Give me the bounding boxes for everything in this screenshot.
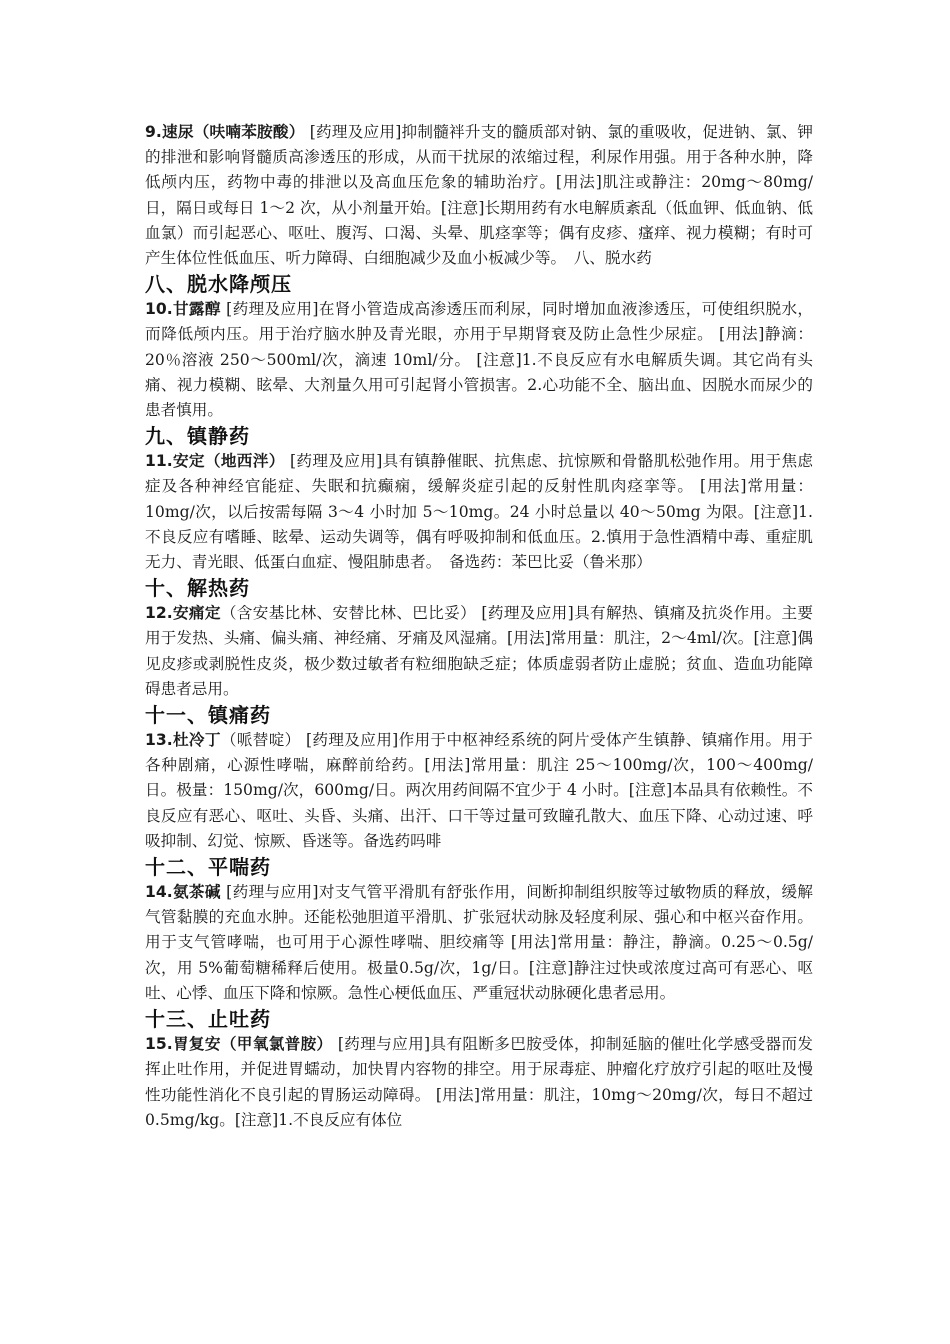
section-heading-sedatives: 九、镇静药 xyxy=(145,424,250,449)
drug-name: 9.速尿 xyxy=(145,123,194,141)
drug-entry-diazepam xyxy=(145,449,813,575)
drug-description: [药理与应用]对支气管平滑肌有舒张作用，间断抑制组织胺等过敏物质的释放，缓解气管黏膜的充血水肿。还能松弛胆道平滑肌、扩张冠状动脉及轻度利尿、强心和中枢兴奋作用。用于支气管哮喘，也可用于心源性哮喘、胆绞痛等 [用法]常用量：静注，静滴。0.25～0.5g/次，用 5%葡萄糖稀释后使用。极量0.5g/次，1g/日。[注意]静注过快或浓度过高可有恶心、呕吐、心悸、血压下降和惊厥。急性心梗低血压、严重冠状动脉硬化患者忌用。 xyxy=(145,883,813,1002)
section-heading-dehydration: 八、脱水降颅压 xyxy=(145,272,292,297)
drug-description: [药理及应用]具有镇静催眠、抗焦虑、抗惊厥和骨骼肌松弛作用。用于焦虑症及各种神经官能症、失眠和抗癫痫，缓解炎症引起的反射性肌肉痉挛等。 [用法]常用量：10mg/次，以后按需每隔 3～4 小时加 5～10mg。24 小时总量以 40～50mg 为限。[注意]1.不良反应有嗜睡、眩晕、运动失调等，偶有呼吸抑制和低血压。2.慎用于急性酒精中毒、重症肌无力、青光眼、低蛋白血症、慢阻肺患者。 备选药：苯巴比妥（鲁米那） xyxy=(145,452,813,572)
drug-description: [药理及应用]在肾小管造成高渗透压而利尿，同时增加血液渗透压，可使组织脱水，而降低颅内压。用于治疗脑水肿及青光眼，亦用于早期肾衰及防止急性少尿症。 [用法]静滴：20％溶液 250～500ml/次，滴速 10ml/分。 [注意]1.不良反应有水电解质失调。其它尚有头痛、视力模糊、眩晕、大剂量久用可引起肾小管损害。2.心功能不全、脑出血、因脱水而尿少的患者慎用。 xyxy=(145,300,813,420)
drug-entry-aminophylline xyxy=(145,880,813,1006)
drug-description: [药理及应用]作用于中枢神经系统的阿片受体产生镇静、镇痛作用。用于各种剧痛，心源性哮喘，麻醉前给药。[用法]常用量：肌注 25～100mg/次，100～400mg/日。极量：150mg/次，600mg/日。两次用药间隔不宜少于 4 小时。[注意]本品具有依赖性。不良反应有恶心、呕吐、头昏、头痛、出汗、口干等过量可致瞳孔散大、血压下降、心动过速、呼吸抑制、幻觉、惊厥、昏迷等。备选药吗啡 xyxy=(145,731,813,850)
drug-entry-antondine xyxy=(145,601,813,702)
drug-alias: （呋喃苯胺酸） xyxy=(193,123,305,141)
drug-name: 13.杜冷丁 xyxy=(145,731,221,750)
section-heading-antiemetics: 十三、止吐药 xyxy=(145,1007,271,1032)
drug-entry-furosemide xyxy=(145,120,813,271)
drug-alias: （含安基比林、安替比林、巴比妥） xyxy=(220,604,477,623)
drug-description: [药理与应用]具有阻断多巴胺受体，抑制延脑的催吐化学感受器而发挥止吐作用，并促进胃蠕动，加快胃内容物的排空。用于尿毒症、肿瘤化疗放疗引起的呕吐及慢性功能性消化不良引起的胃肠运动障碍。 [用法]常用量：肌注，10mg～20mg/次，每日不超过 0.5mg/kg。[注意]1.不良反应有体位 xyxy=(145,1035,813,1129)
document-page xyxy=(145,120,813,1133)
drug-entry-metoclopramide xyxy=(145,1032,813,1133)
drug-entry-pethidine xyxy=(145,728,813,854)
section-heading-antipyretics: 十、解热药 xyxy=(145,576,250,601)
drug-alias: （甲氧氯普胺） xyxy=(220,1035,333,1054)
drug-alias: （地西泮） xyxy=(204,452,285,471)
drug-name: 15.胃复安 xyxy=(145,1035,221,1054)
drug-description: [药理及应用]抑制髓袢升支的髓质部对钠、氯的重吸收，促进钠、氯、钾的排泄和影响肾髓质高渗透压的形成，从而干扰尿的浓缩过程，利尿作用强。用于各种水肿，降低颅内压，药物中毒的排泄以及高血压危象的辅助治疗。[用法]肌注或静注：20mg～80mg/日，隔日或每日 1～2 次，从小剂量开始。[注意]长期用药有水电解质紊乱（低血钾、低血钠、低血氯）而引起恶心、呕吐、腹泻、口渴、头晕、肌痉挛等；偶有皮疹、瘙痒、视力模糊；有时可产生体位性低血压、听力障碍、白细胞减少及血小板减少等。 八、脱水药 xyxy=(145,123,813,268)
drug-alias: （哌替啶） xyxy=(220,731,301,750)
drug-description: [药理及应用]具有解热、镇痛及抗炎作用。主要用于发热、头痛、偏头痛、神经痛、牙痛及风湿痛。[用法]常用量：肌注，2～4ml/次。[注意]偶见皮疹或剥脱性皮炎，极少数过敏者有粒细胞缺乏症；体质虚弱者防止虚脱；贫血、造血功能障碍患者忌用。 xyxy=(145,604,813,698)
drug-name: 10.甘露醇 xyxy=(145,300,221,319)
drug-entry-mannitol xyxy=(145,297,813,423)
drug-name: 11.安定 xyxy=(145,452,205,471)
section-heading-analgesics: 十一、镇痛药 xyxy=(145,703,271,728)
drug-name: 14.氨茶碱 xyxy=(145,883,221,902)
section-heading-antiasthmatics: 十二、平喘药 xyxy=(145,855,271,880)
drug-name: 12.安痛定 xyxy=(145,604,221,623)
